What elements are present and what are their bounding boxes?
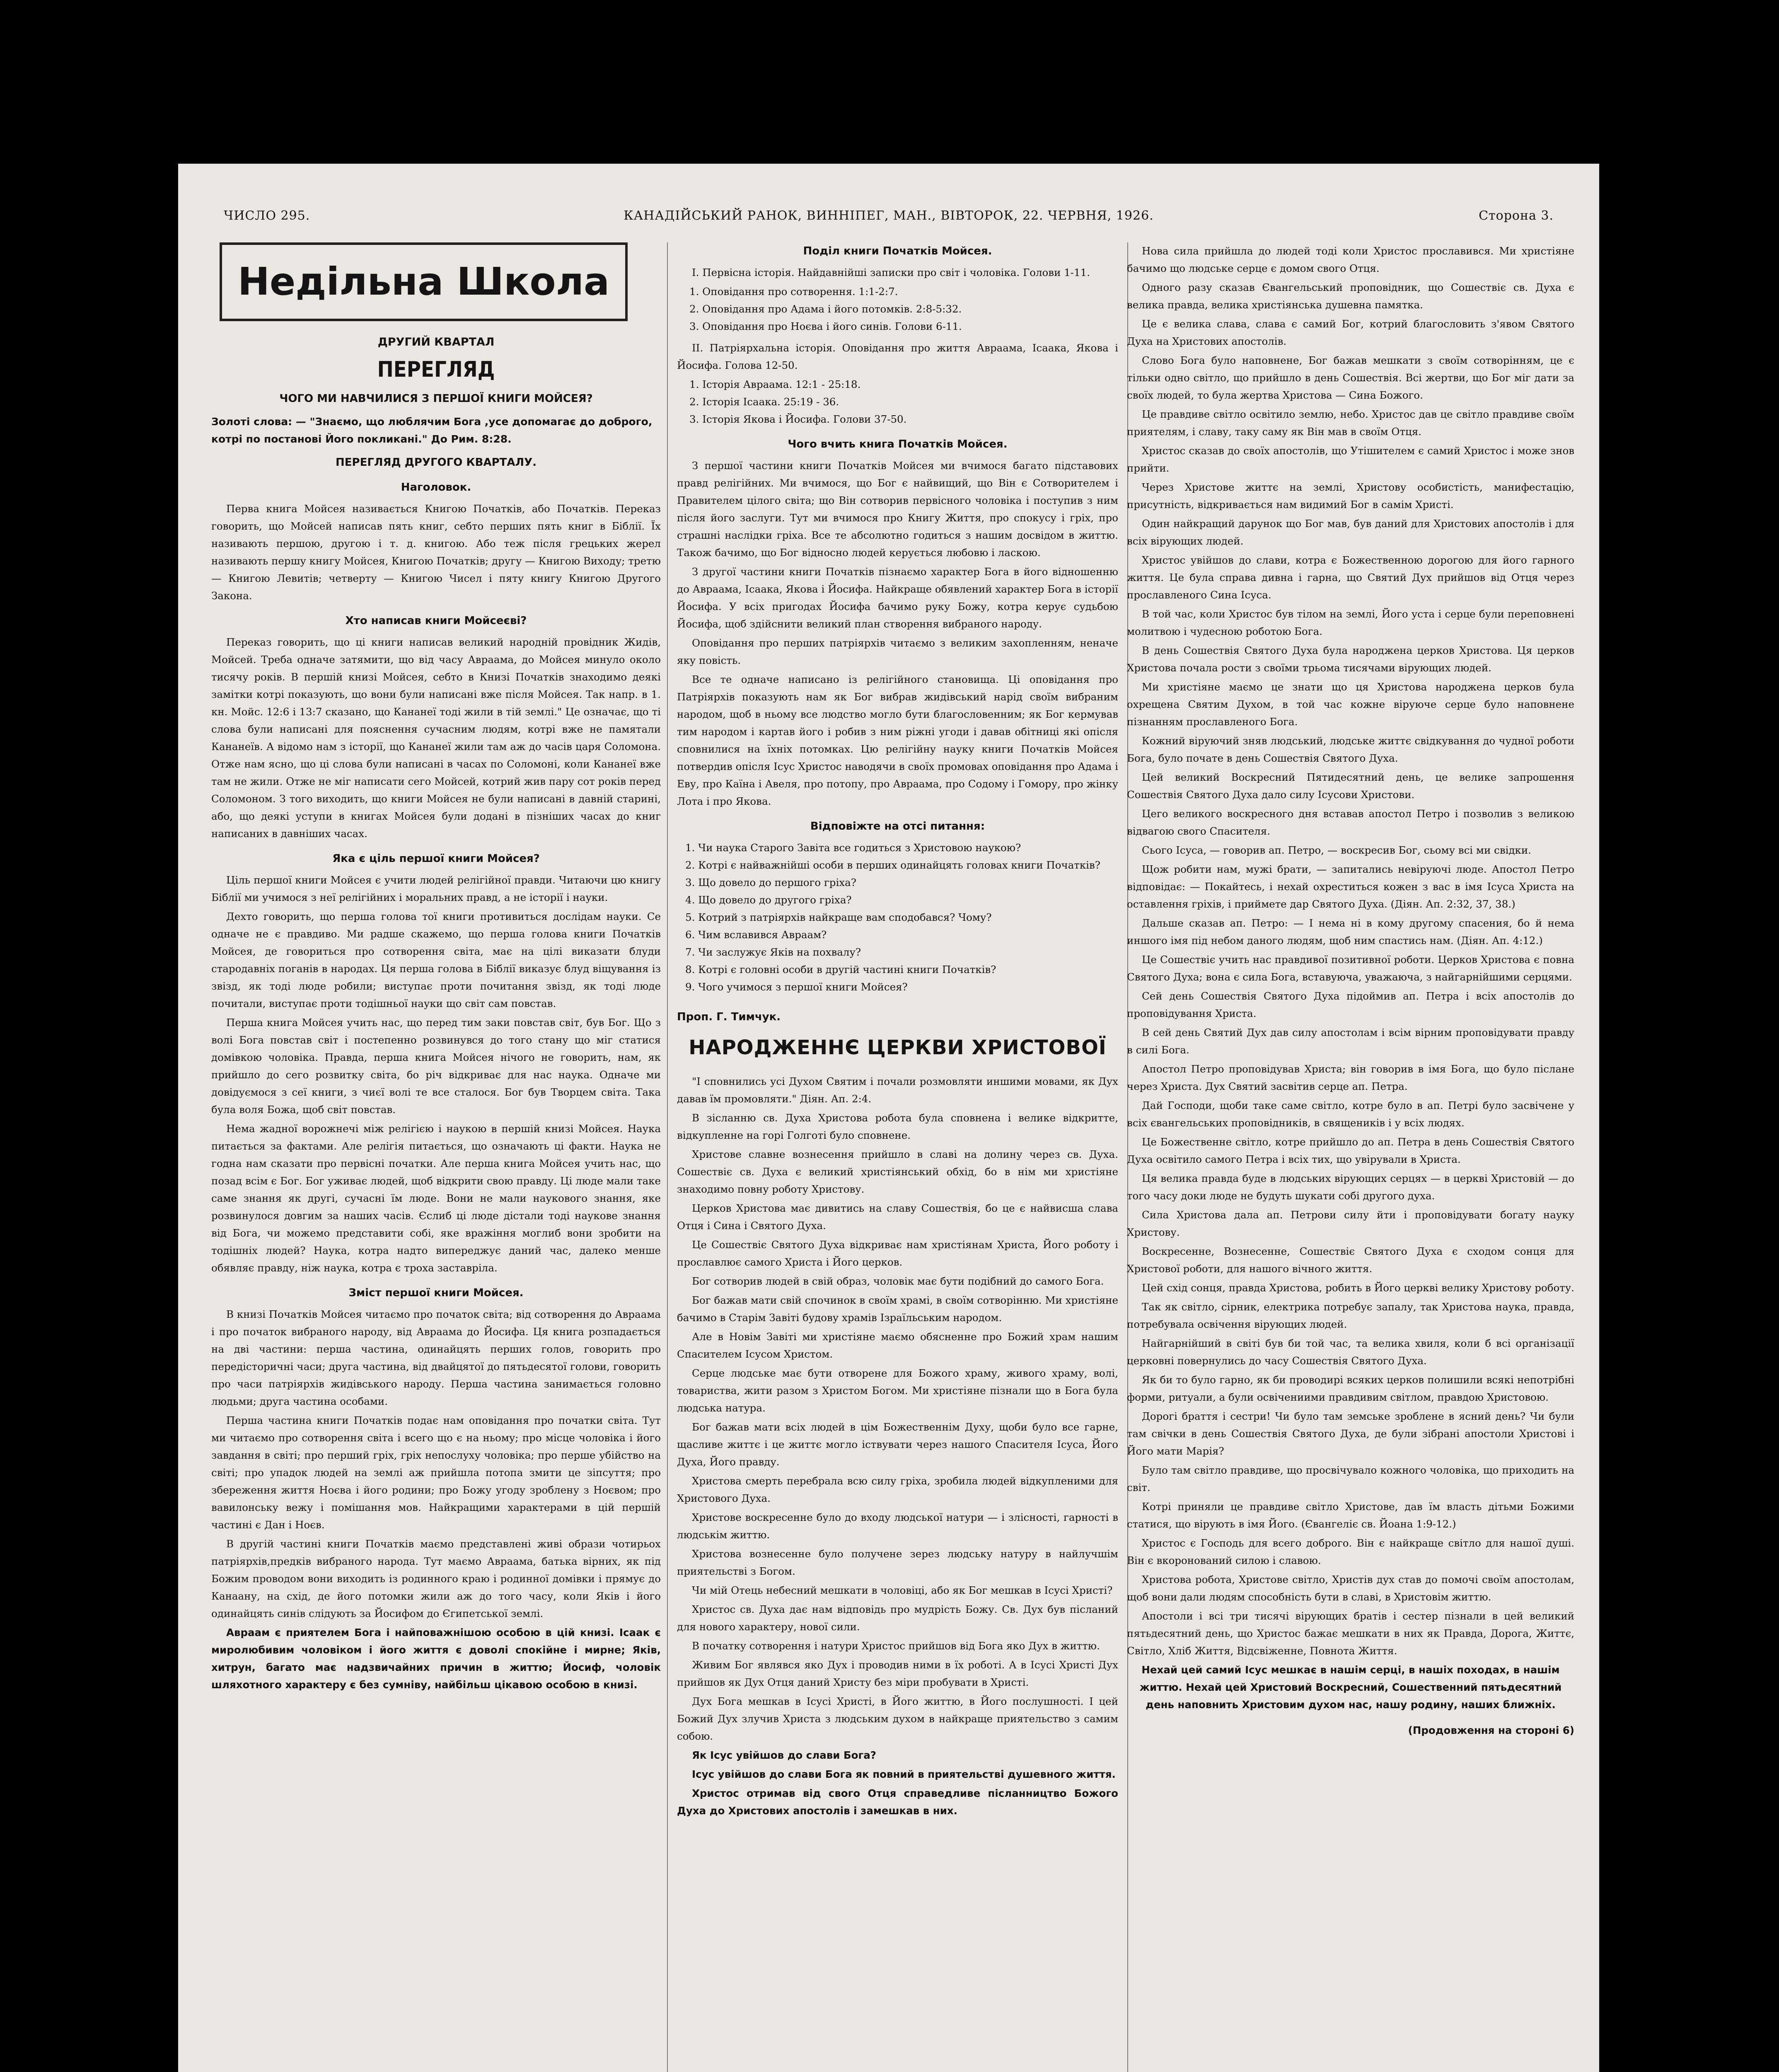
paragraph: Живим Бог являвся яко Дух і проводив ними в їх роботі. А в Ісусі Христі Дух прийшов як Дух Отця даний Христу без міри пробувати в Христі.: [677, 1659, 1118, 1688]
question-item: 2. Котрі є найважнійші особи в перших одинайцять головах книги Початків?: [685, 859, 1100, 871]
question-item: 6. Чим вславився Авраам?: [685, 929, 827, 941]
question-item: 1. Чи наука Старого Завіта все годиться з Христовою наукою?: [685, 842, 1021, 854]
paragraph: Через Христове життє на землі, Христову особистість, манифестацію, присутність, відкривається нам видимий Бог в самім Христі.: [1127, 481, 1574, 511]
epigraph: "І сповнились усі Духом Святим і почали розмовляти иншими мовами, як Дух давав їм промовляти." Діян. Ап. 2:4.: [677, 1075, 1118, 1105]
list-item: 3. Історія Якова і Йосифа. Голови 37-50.: [689, 413, 907, 425]
paragraph: Христос увійшов до слави, котра є Божественною дорогою для його гарного життя. Це була справа дивна і гарна, що Святий Дух прийшов від Отця через прославленого Сина Ісуса.: [1127, 554, 1574, 601]
paragraph: Одного разу сказав Євангельський проповідник, що Сошествіє св. Духа є велика правда, велика христіянська душевна памятка.: [1127, 281, 1574, 311]
paragraph: Христове славне вознесення прийшло в славі на долину через св. Духа. Сошествіє св. Духа є великий христіянський обхід, бо в нім ми христіяне знаходимо повну роботу Христову.: [677, 1148, 1118, 1195]
paragraph: З другої частини книги Початків пізнаємо характер Бога в його відношенню до Авраама, Ісаака, Якова і Йосифа. Найкраще обявлений характер Бога в історії Йосифа. У всіх пригодах Йосифа бачимо руку Божу, котра керує судьбою Йосифа, щоб здійснити великий план створення вибраного народу.: [677, 566, 1118, 630]
question-item: 8. Котрі є головні особи в другій частині книги Початків?: [685, 963, 996, 975]
paragraph: Нова сила прийшла до людей тоді коли Христос прославився. Ми христіяне бачимо що людське серце є домом свого Отця.: [1127, 245, 1574, 274]
paragraph: Слово Бога було наповнене, Бог бажав мешкати з своїм сотворінням, це є тільки одно світло, що прийшло в день Сошествія. Всі жертви, що Бог міг дати за своїх людей, то була жертва Христова — Сина Божого.: [1127, 354, 1574, 401]
paragraph: Як Ісус увійшов до слави Бога?: [692, 1749, 877, 1761]
paragraph: Кожний віруючий зняв людський, людське життє свідкування до чудної роботи Бога, було почате в день Сошествія Святого Духа.: [1127, 735, 1574, 764]
paragraph: Христова вознесенне було получене зерез людську натуру в найлучшім приятельстві з Богом.: [677, 1548, 1118, 1577]
paragraph: Христос є Господь для всего доброго. Він є найкраще світло для нашої душі. Він є вкоронований силою і славою.: [1127, 1537, 1574, 1566]
question-list: [677, 839, 1118, 996]
paragraph: Котрі приняли це правдиве світло Христове, дав їм власть дітьми Божими статися, що вірують в імя Його. (Євангеліє св. Йоана 1:9-12.): [1127, 1501, 1574, 1530]
list-item: 2. Історія Ісаака. 25:19 - 36.: [689, 396, 839, 408]
paragraph: Христова смерть перебрала всю силу гріха, зробила людей відкупленими для Христового Духа.: [677, 1475, 1118, 1504]
list-item: 1. Історія Авраама. 12:1 - 25:18.: [689, 378, 861, 390]
review-heading: ПЕРЕГЛЯД ДРУГОГО КВАРТАЛУ.: [336, 456, 537, 469]
paragraph: Христос отримав від свого Отця справедливе післанництво Божого Духа до Христових апостолів і замешкав в них.: [677, 1787, 1118, 1817]
paragraph: Апостоли і всі три тисячі вірующих братів і сестер пізнали в цей великий пятьдесятний день, що Христос бажає мешкати в них як Правда, Дорога, Життє, Світло, Хліб Життя, Відсвіженне, Повнота Життя.: [1127, 1610, 1574, 1657]
paragraph: Церков Христова має дивитись на славу Сошествія, бо це є найвисша слава Отця і Сина і Святого Духа.: [677, 1202, 1118, 1232]
paragraph: Було там світло правдиве, що просвічувало кожного чоловіка, що приходить на світ.: [1127, 1464, 1574, 1493]
paragraph: В сей день Святий Дух дав силу апостолам і всім вірним проповідувати правду в силі Бога.: [1127, 1026, 1574, 1056]
column-3: [1127, 242, 1574, 2072]
paragraph: Дух Бога мешкав в Ісусі Христі, в Його життю, в Його послушності. І цей Божий Дух злучив Христа з людським духом в найкраще приятельство з самим собою.: [677, 1695, 1118, 1742]
question-item: 4. Що довело до другого гріха?: [685, 894, 852, 906]
paragraph: Дай Господи, щоби таке саме світло, котре було в ап. Петрі було засвічене у всіх євангельських проповідників, в священиків і у всіх людях.: [1127, 1099, 1574, 1129]
paragraph: В книзі Початків Мойсея читаємо про початок світа; від сотворення до Авраама і про початок вибраного народу, від Авраама до Йосифа. Ця книга розпадається на дві частини: перша частина, одинайцять перших голов, говорить про передісторичні часи; друга частина, від двайцятої до пятьдесятої голови, говорить про часи патріярхів жидівського народу. Перша частина занимається головно людьми; друга частина особами.: [211, 1308, 661, 1407]
paragraph: Так як світло, сірник, електрика потребує запалу, так Христова наука, правда, потребувала освічення вірующих людей.: [1127, 1301, 1574, 1330]
paragraph: Апостол Петро проповідував Христа; він говорив в імя Бога, що було післане через Христа. Дух Святий засвітив серце ап. Петра.: [1127, 1063, 1574, 1092]
paragraph: Щож робити нам, мужі брати, — запитались невіруючі люде. Апостол Петро відповідає: — Покайтесь, і нехай охреститься кожен з вас в імя Ісуса Христа на оставлення гріхів, і приймете дар Святого Духа. (Діян. Ап. 2:32, 37, 38.): [1127, 863, 1574, 910]
question-item: 9. Чого учимося з першої книги Мойсея?: [685, 981, 908, 993]
paragraph: Дехто говорить, що перша голова тої книги противиться дослідам науки. Се одначе не є правдиво. Ми радше скажемо, що перша голова книги Початків Мойсея, де говориться про сотворення світа, має на цілі виказати блуди стародавніх поганів в народах. Ця перша голова в Біблії виказує блуд віщування із звізд, як тоді люде робили; виступає проти почитання звізд, як тоді люде почитали, виступає проти тодішньої науки що світ сам повстав.: [211, 910, 661, 1009]
list-item: 1. Оповідання про сотворення. 1:1-2:7.: [689, 286, 898, 298]
list-item: 3. Оповідання про Ноєва і його синів. Голови 6-11.: [689, 320, 962, 332]
part-two-list: [677, 376, 1118, 428]
paragraph: Авраам є приятелем Бога і найповажнішою особою в цій книзі. Ісаак є миролюбивим чоловіком і його життя є доволі спокійне і мирне; Яків, хитрун, багато має надзвичайних причин в життю; Йосиф, чоловік шляхотного характеру є без сумніву, найбільш цікавою особою в книзі.: [211, 1627, 661, 1691]
paragraph: Цей схід сонця, правда Христова, робить в Його церкві велику Христову роботу.: [1142, 1282, 1574, 1294]
quarter-label: ДРУГИЙ КВАРТАЛ: [377, 336, 495, 349]
paragraph: Перша книга Мойсея учить нас, що перед тим заки повстав світ, був Бог. Що з волі Бога повстав світ і постепенно розвинувся до того стану що міг статися домівкою чоловіка. Правда, перша книга Мойсея нічого не говорить, нам, як прийшло до сего розвитку світа, бо річ відкриває для нас наука. Одначе ми довідуємося з сеї книги, з чиєї волі те все сталося. Бог був Творцем світа. Така була воля Божа, щоб світ повстав.: [211, 1017, 661, 1116]
question-item: 5. Котрий з патріярхів найкраще вам сподобався? Чому?: [685, 911, 992, 923]
heading-intro: Наголовок.: [401, 481, 471, 494]
paragraph: Оповідання про перших патріярхів читаємо з великим захопленням, неначе яку повість.: [677, 637, 1118, 666]
paragraph: Сей день Сошествія Святого Духа підоймив ап. Петра і всіх апостолів до проповідування Христа.: [1127, 990, 1574, 1019]
paragraph: Один найкращий дарунок що Бог мав, був даний для Христових апостолів і для всіх вірующих людей.: [1127, 518, 1574, 547]
paragraph: Сила Христова дала ап. Петрови силу йти і проповідувати богату науку Христову.: [1127, 1209, 1574, 1238]
lesson-subtitle: ЧОГО МИ НАВЧИЛИСЯ З ПЕРШОЇ КНИГИ МОЙСЕЯ?: [279, 392, 593, 405]
paragraph: Це Сошествіє учить нас правдивої позитивної роботи. Церков Христова є повна Святого Духа; вона є сила Бога, вставуюча, уважаюча, з найгарнійшими серцями.: [1127, 954, 1574, 983]
paragraph: Серце людське має бути отворене для Божого храму, живого храму, волі, товариства, жити разом з Христом Богом. Ми христіяне пізнали що в Бога була людська натура.: [677, 1367, 1118, 1414]
paragraph: Бог бажав мати всіх людей в цім Божественнім Духу, щоби було все гарне, щасливе життє і це життє могло іствувати через нашого Спасителя Ісуса, Його Духа, Його правду.: [677, 1421, 1118, 1468]
part-one-list: [677, 283, 1118, 335]
paragraph: Цей великий Воскресний Пятидесятний день, це велике запрошення Сошествія Святого Духа дало силу Ісусови Христови.: [1127, 771, 1574, 801]
list-item: 2. Оповідання про Адама і його потомків. 2:8-5:32.: [689, 303, 962, 315]
paragraph: Нема жадної ворожнечі між релігією і наукою в першій книзі Мойсея. Наука питається за фактами. Але релігія питається, що означають ці факти. Наука не годна нам сказати про первісні початки. Але перша книга Мойсея учить нас, що позад всім є Бог. Бог уживає людей, щоб відкрити свою правду. Ці люде мали таке саме знання як другі, сучасні їм люде. Вони не мали наукового знання, яке розвинулося довгим за наших часів. Єслиб ці люде дістали тоді наукове знання від Бога, чи можемо представити собі, яке вражіння моглиб вони зробити на тодішніх людей? Наука, котра надто випереджує даний час, далеко менше обявляє правду, ніж наука, котра є троха заставріла.: [211, 1123, 661, 1274]
paragraph: В початку сотворення і натури Христос прийшов від Бога яко Дух в життю.: [692, 1640, 1100, 1652]
question-item: 3. Що довело до першого гріха?: [685, 876, 856, 888]
paragraph: Це є велика слава, слава є самий Бог, котрий благословить з'явом Святого Духа на Христових апостолів.: [1127, 318, 1574, 347]
paragraph: В другій частині книги Початків маємо представлені живі образи чотирьох патріярхів,предків вибраного народа. Тут маємо Авраама, батька вірних, як під Божим проводом вони виходить із родинного краю і родинної домівки і прямує до Канаану, на схід, де його потомки жили аж до того часу, коли Яків і його одинайцять синів слідують за Йосифом до Єгипетської землі.: [211, 1538, 661, 1619]
heading-division: Поділ книги Початків Мойсея.: [803, 245, 992, 257]
question-item: 7. Чи заслужує Яків на похвалу?: [685, 946, 861, 958]
part-one: І. Первісна історія. Найдавнійші записки про світ і чоловіка. Голови 1-11.: [692, 266, 1090, 278]
paragraph: Але в Новім Завіті ми христіяне маємо обясненне про Божий храм нашим Спасителем Ісусом Христом.: [677, 1331, 1118, 1360]
paragraph: Воскресенне, Вознесенне, Сошествіє Святого Духа є сходом сонця для Христової роботи, для нашого вічного життя.: [1127, 1245, 1574, 1275]
paragraph: Дорогі браття і сестри! Чи було там земське зроблене в ясний день? Чи були там свічки в день Сошествія Святого Духа, де були зібрані апостоли Христові і Його мати Марія?: [1127, 1410, 1574, 1457]
issue-number: ЧИСЛО 295.: [224, 208, 310, 223]
column-2: [667, 242, 1128, 2072]
newspaper-dateline: КАНАДІЙСЬКИЙ РАНОК, ВИННІПЕГ, МАН., ВІВТОРОК, 22. ЧЕРВНЯ, 1926.: [624, 208, 1154, 223]
heading-teaches: Чого вчить книга Початків Мойсея.: [788, 438, 1008, 450]
paragraph: Ціль першої книги Мойсея є учити людей релігійної правди. Читаючи цю книгу Біблії ми учимося з неї релігійних і моральних правд, а не історії і науки.: [211, 874, 661, 903]
paragraph: Христос св. Духа дає нам відповідь про мудрість Божу. Св. Дух був післаний для нового характеру, нової сили.: [677, 1603, 1118, 1633]
heading-questions: Відповіжте на отсі питання:: [810, 820, 985, 833]
paragraph: Перва книга Мойсея називається Книгою Початків, або Початків. Переказ говорить, що Мойсей написав пять книг, себто перших пять книг в Біблії. Їх називають першою, другою і т. д. книгою. Або теж після грецьких жерел називають першу книгу Мойсея, Книгою Початків; другу — Книгою Виходу; третю — Книгою Левитів; четверту — Книгою Чисел і пяту книгу Книгою Другого Закона.: [211, 503, 661, 602]
paragraph: Христова робота, Христове світло, Христів дух став до помочі своїм апостолам, щоб вони дали людям способність бути в славі, в Христовім життю.: [1127, 1573, 1574, 1603]
paragraph: Дальше сказав ап. Петро: — І нема ні в кому другому спасения, бо й нема иншого імя під небом даного людям, щоб ним спастись нам. (Діян. Ап. 4:12.): [1127, 917, 1574, 946]
paragraph: Христове воскресенне було до входу людської натури — і злісності, гарності в людськім життю.: [677, 1511, 1118, 1541]
column-1: [211, 242, 661, 2072]
paragraph: Це правдиве світло освітило землю, небо. Христос дав це світло правдиве своїм приятелям, і славу, таку саму як Він мав в своїм Отця.: [1127, 408, 1574, 438]
paragraph: Найгарнійший в світі був би той час, та велика хвиля, коли б всі організації церковні повернулись до часу Сошествія Святого Духа.: [1127, 1337, 1574, 1367]
paragraph: Ісус увійшов до слави Бога як повний в приятельстві душевного життя.: [692, 1768, 1116, 1780]
page-header: [224, 203, 1554, 228]
heading-who-wrote: Хто написав книги Мойсеєві?: [345, 615, 527, 627]
heading-content: Зміст першої книги Мойсея.: [348, 1287, 524, 1299]
paragraph: Нехай цей самий Ісус мешкає в нашім серці, в нашіх походах, в нашім життю. Нехай цей Христовий Воскресний, Сошественний пятьдесятний день наповнить Христовим духом нас, нашу родину, наших ближніх.: [1139, 1664, 1562, 1711]
paragraph: Переказ говорить, що ці книги написав великий народній провідник Жидів, Мойсей. Треба одначе затямити, що від часу Авраама, до Мойсея минуло около тисячу років. В першій книзі Мойсея, себто в Книзі Початків знаходимо деякі замітки котрі показують, що вони були написані вже після Мойсея. Так напр. в 1. кн. Мойс. 12:6 і 13:7 сказано, що Кананеї тоді жили в тій землі." Це означає, що ті слова були написані для пояснення сучасним людям, котрі вже не памятали Кананеїв. А відомо нам з історії, що Кананеї жили там аж до часів царя Соломона. Отже нам ясно, що ці слова були написані в часах по Соломоні, коли Кананеї вже там не жили. Отже не міг написати сего Мойсей, котрий жив пару сот років перед Соломоном. З того виходить, що книги Мойсея не були написані в давній старині, або, що деякі уступи в книгах Мойсея були додані в пізніших часах до книг написаних в давніших часах.: [211, 636, 661, 840]
newspaper-page: [178, 164, 1599, 2072]
lesson-title: ПЕРЕГЛЯД: [377, 357, 495, 382]
part-two: ІІ. Патріярхальна історія. Оповідання про життя Авраама, Ісаака, Якова і Йосифа. Голова 12-50.: [677, 342, 1118, 371]
paragraph: В день Сошествія Святого Духа була народжена церков Христова. Ця церков Христова почала рости з своїми трьома тисячами вірующих людей.: [1127, 644, 1574, 674]
paragraph: В зісланню св. Духа Христова робота була сповнена і велике відкритте, відкупленне на горі Голготі було сповнене.: [677, 1112, 1118, 1141]
paragraph: Це Божественне світло, котре прийшло до ап. Петра в день Сошествія Святого Духа освітило самого Петра і всіх тих, що увірували в Христа.: [1127, 1136, 1574, 1165]
paragraph: Цего великого воскресного дня вставав апостол Петро і позволив з великою відвагою свого Спасителя.: [1127, 808, 1574, 837]
paragraph: Все те одначе написано із релігійного становища. Ці оповідання про Патріярхів показують нам як Бог вибрав жидівський нарід своїм вибраним народом, щоб в ньому все людство могло бути благословенним; як Бог кермував тим народом і картав його і робив з ним ріжні угоди і давав обітниці які опісля сповнилися на їхніх потомках. Цю релігійну науку книги Початків Мойсея потвердив опісля Ісус Христос наводячи в своїх промовах оповідання про Адама і Еву, про Каїна і Авеля, про потопу, про Авраама, про Содому і Гомору, про жінку Лота і про Якова.: [677, 673, 1118, 807]
paragraph: Це Сошествіє Святого Духа відкриває нам христіянам Христа, Його роботу і прославлює самого Христа і Його церков.: [677, 1239, 1118, 1268]
heading-goal: Яка є ціль першої книги Мойсея?: [332, 852, 540, 865]
paragraph: Бог бажав мати свій спочинок в своїм храмі, в своїм сотворінню. Ми христіяне бачимо в Старім Завіті будову храмів Ізраїльським народом.: [677, 1294, 1118, 1324]
paragraph: Як би то було гарно, як би проводирі всяких церков полишили всякі непотрібні форми, ритуали, а були освічениими правдивим світлом, правдою Христовою.: [1127, 1374, 1574, 1403]
article-title: НАРОДЖЕННЄ ЦЕРКВИ ХРИСТОВОЇ: [689, 1036, 1107, 1059]
paragraph: Христос сказав до своїх апостолів, що Утішителем є самий Христос і може знов прийти.: [1127, 445, 1574, 474]
paragraph: Ця велика правда буде в людських вірующих серцях — в церкві Христовій — до того часу доки люде не будуть шукати собі другого духа.: [1127, 1172, 1574, 1202]
section-masthead: Недільна Школа: [220, 242, 628, 321]
paragraph: З першої частини книги Початків Мойсея ми вчимося багато підставових правд релігійних. Ми вчимося, що Бог є найвищий, що Він є Сотворителем і Правителем цілого світа; що Він сотворив первісного чоловіка і поступив з ним після його заслуги. Тут ми вчимося про Книгу Життя, про спокусу і гріх, про страшні наслідки гріха. Все те абсолютно годиться з нашим досвідом в життю. Також бачимо, що Бог відносно людей керується любовю і ласкою.: [677, 460, 1118, 559]
paragraph: Перша частина книги Початків подає нам оповідання про початки світа. Тут ми читаємо про сотворення світа і всего що є на ньому; про місце чоловіка і його завдання в світі; про перший гріх, гріх непослуху чоловіка; про перше убійство на світі; про упадок людей на землі аж прийшла потопа змити це зіпсуття; про збереження життя Ноєва і його родини; про Божу угоду зроблену з Ноєвом; про вавилонську вежу і помішання мов. Найкращими характерами в цій першій частині є Дан і Ноєв.: [211, 1414, 661, 1531]
paragraph: Сього Ісуса, — говорив ап. Петро, — воскресив Бог, сьому всі ми свідки.: [1142, 844, 1531, 856]
article-byline: Проп. Г. Тимчук.: [677, 1011, 781, 1023]
paragraph: Чи мій Отець небесний мешкати в чоловіці, або як Бог мешкав в Ісусі Христі?: [692, 1584, 1113, 1596]
paragraph: В той час, коли Христос був тілом на землі, Його уста і серце були переповнені молитвою і чудесною роботою Бога.: [1127, 608, 1574, 637]
paragraph: Бог сотворив людей в свій образ, чоловік має бути подібний до самого Бога.: [692, 1275, 1104, 1287]
golden-text: Золоті слова: — "Знаємо, що люблячим Бога ,усе допомагає до доброго, котрі по постанові Його покликані." До Рим. 8:28.: [211, 416, 653, 445]
paragraph: Ми христіяне маємо це знати що ця Христова народжена церков була охрещена Святим Духом, в той час кожне віруюче серце було наповнене пізнанням прославленого Бога.: [1127, 681, 1574, 728]
continued-note: (Продовження на стороні 6): [1408, 1724, 1574, 1736]
page-number: Сторона 3.: [1479, 208, 1554, 223]
